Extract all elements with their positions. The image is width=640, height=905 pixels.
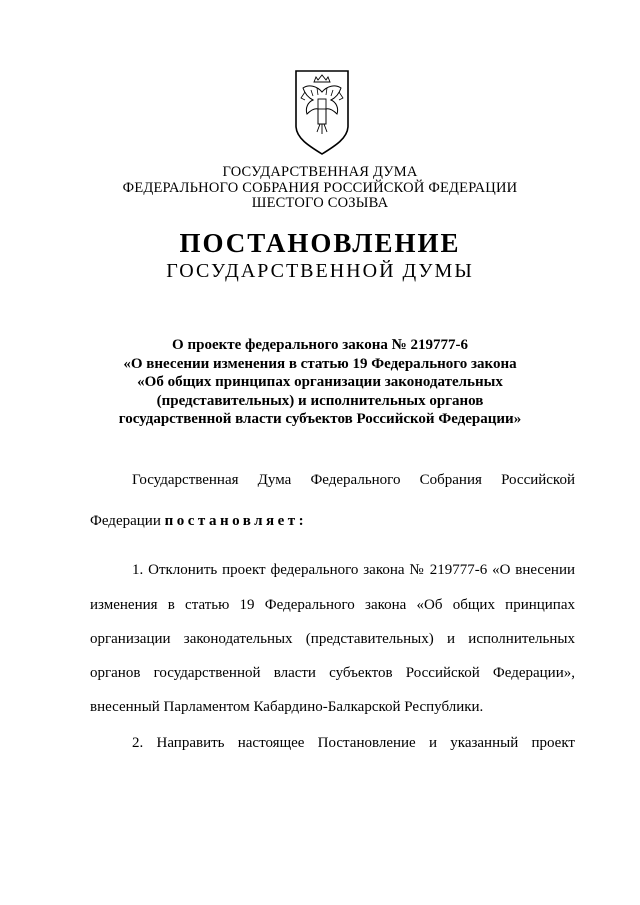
preamble-line-2 [90,513,575,530]
preamble-prefix: Федерации [90,513,161,529]
header-line-2: ФЕДЕРАЛЬНОГО СОБРАНИЯ РОССИЙСКОЙ ФЕДЕРАЦИИ [122,179,518,196]
subject-line: (представительных) и исполнительных органов [156,392,484,409]
paragraph-1-line: организации законодательных (представительных) и исполнительных [90,631,575,647]
paragraph-1-line: внесенный Парламентом Кабардино-Балкарской Республики. [90,699,484,715]
subject-line: «Об общих принципах организации законодательных [137,374,503,390]
subject-line: государственной власти субъектов Российской Федерации» [118,411,522,427]
paragraph-1-line: органов государственной власти субъектов Российской Федерации», [90,665,575,681]
header-line-1: ГОСУДАРСТВЕННАЯ ДУМА [222,164,418,180]
issuer-header [0,165,640,212]
coat-of-arms-emblem [293,68,351,158]
document-issuer-title: ГОСУДАРСТВЕННОЙ ДУМЫ [166,260,474,282]
document-type-title: ПОСТАНОВЛЕНИЕ [179,228,461,258]
subject-line: О проекте федерального закона № 219777-6 [172,337,468,353]
preamble-resolves: постановляет: [164,513,308,529]
subject-line: «О внесении изменения в статью 19 Федерального закона [123,355,517,372]
paragraph-1-line: 1. Отклонить проект федерального закона № 219777-6 «О внесении [132,562,575,578]
preamble-line-1: Государственная Дума Федерального Собрания Российской [132,472,575,488]
paragraph-2-line: 2. Направить настоящее Постановление и указанный проект [132,735,575,751]
document-subject [0,336,640,429]
paragraph-1-line: изменения в статью 19 Федерального закона «Об общих принципах [90,597,575,613]
header-line-3: ШЕСТОГО СОЗЫВА [251,195,389,211]
